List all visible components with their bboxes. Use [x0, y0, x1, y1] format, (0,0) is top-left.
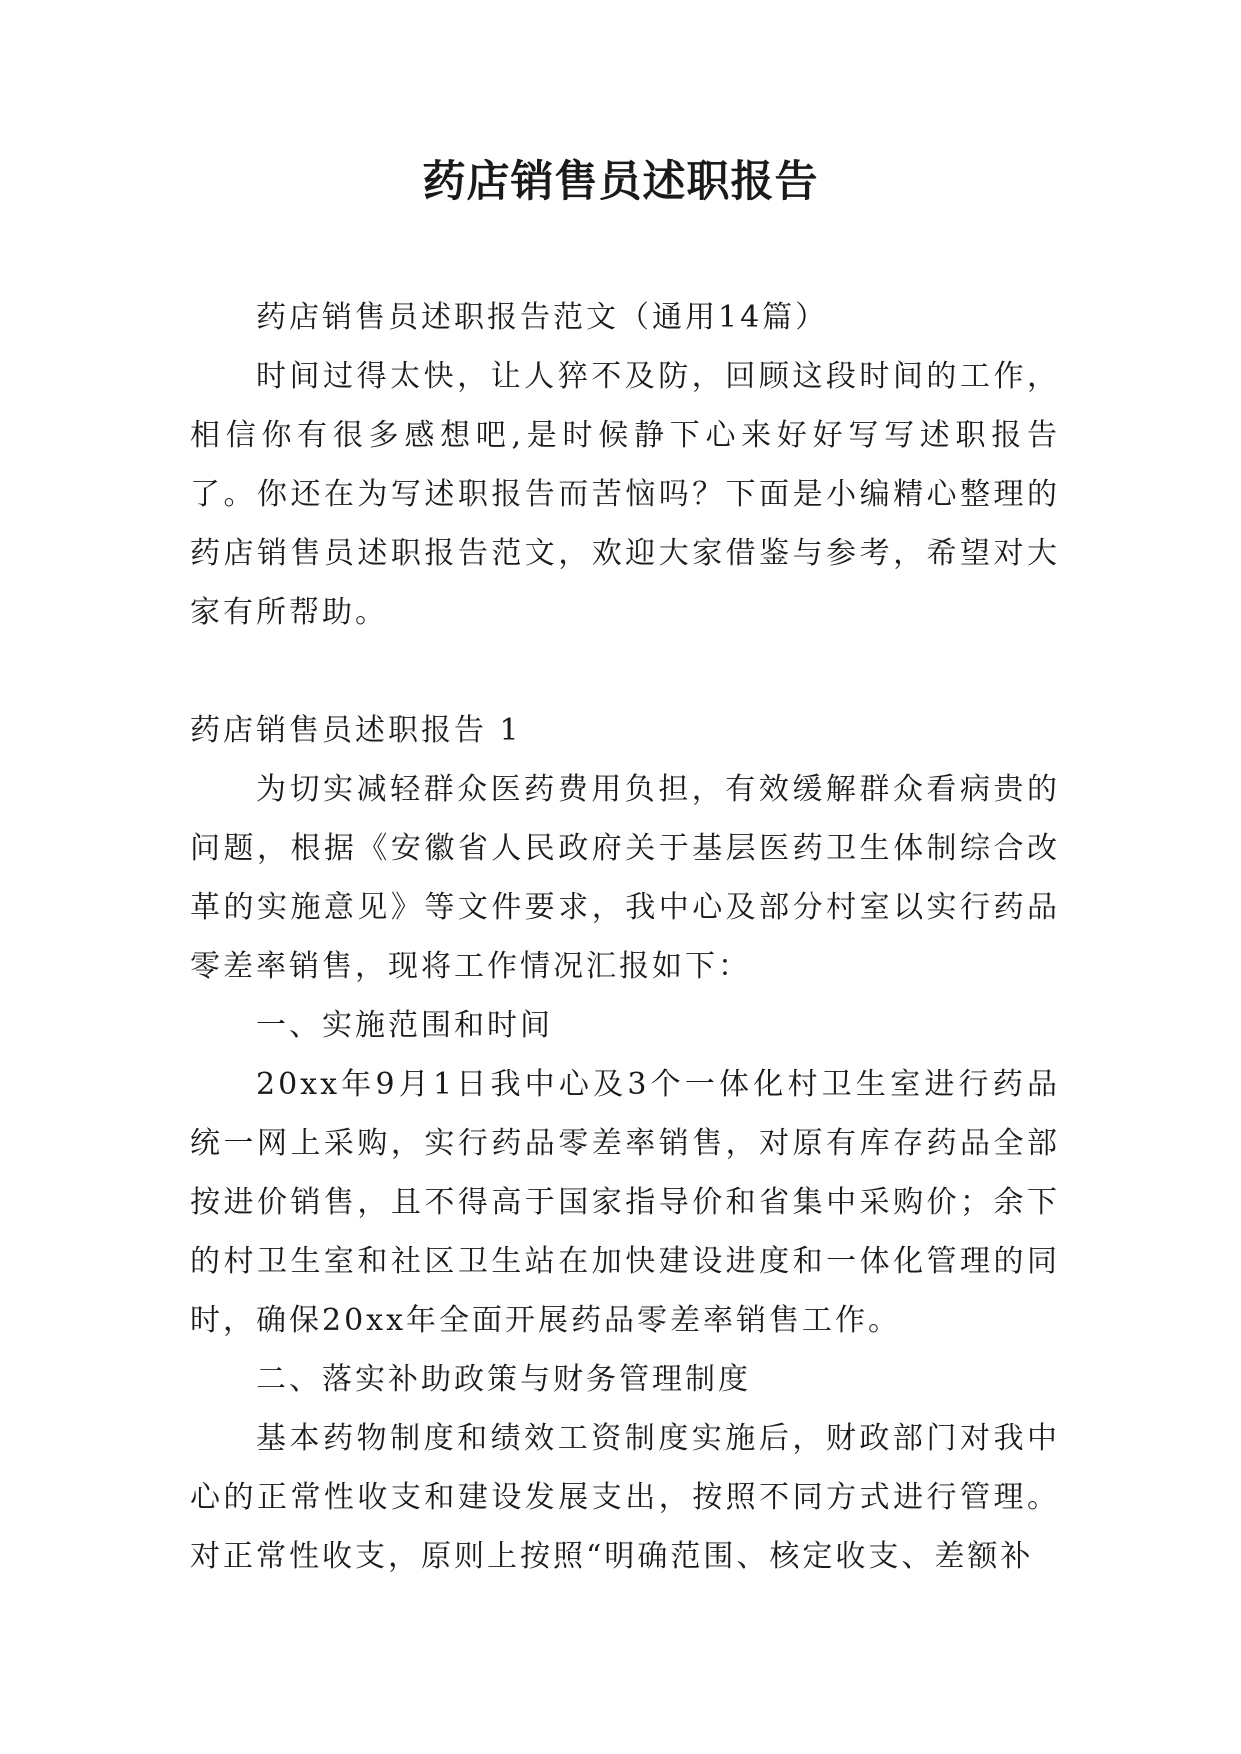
section-heading: 药店销售员述职报告 1	[190, 713, 522, 748]
document-body	[190, 288, 1060, 1586]
body-paragraph: 为切实减轻群众医药费用负担，有效缓解群众看病贵的问题，根据《安徽省人民政府关于基层医药卫生体制综合改革的实施意见》等文件要求，我中心及部分村室以实行药品零差率销售，现将工作情况汇报如下：	[190, 772, 1060, 984]
intro-paragraph: 时间过得太快，让人猝不及防，回顾这段时间的工作，相信你有很多感想吧,是时候静下心来好好写写述职报告了。你还在为写述职报告而苦恼吗？下面是小编精心整理的药店销售员述职报告范文，欢迎大家借鉴与参考，希望对大家有所帮助。	[190, 359, 1060, 630]
body-paragraph: 20xx年9月1日我中心及3个一体化村卫生室进行药品统一网上采购，实行药品零差率销售，对原有库存药品全部按进价销售，且不得高于国家指导价和省集中采购价；余下的村卫生室和社区卫生站在加快建设进度和一体化管理的同时，确保20xx年全面开展药品零差率销售工作。	[190, 1067, 1060, 1338]
subtitle-paragraph: 药店销售员述职报告范文（通用14篇）	[256, 300, 829, 335]
subheading: 二、落实补助政策与财务管理制度	[256, 1362, 751, 1397]
document-title: 药店销售员述职报告	[422, 157, 819, 207]
subheading: 一、实施范围和时间	[256, 1008, 553, 1043]
body-paragraph: 基本药物制度和绩效工资制度实施后，财政部门对我中心的正常性收支和建设发展支出，按照不同方式进行管理。对正常性收支，原则上按照“明确范围、核定收支、差额补	[190, 1421, 1060, 1574]
